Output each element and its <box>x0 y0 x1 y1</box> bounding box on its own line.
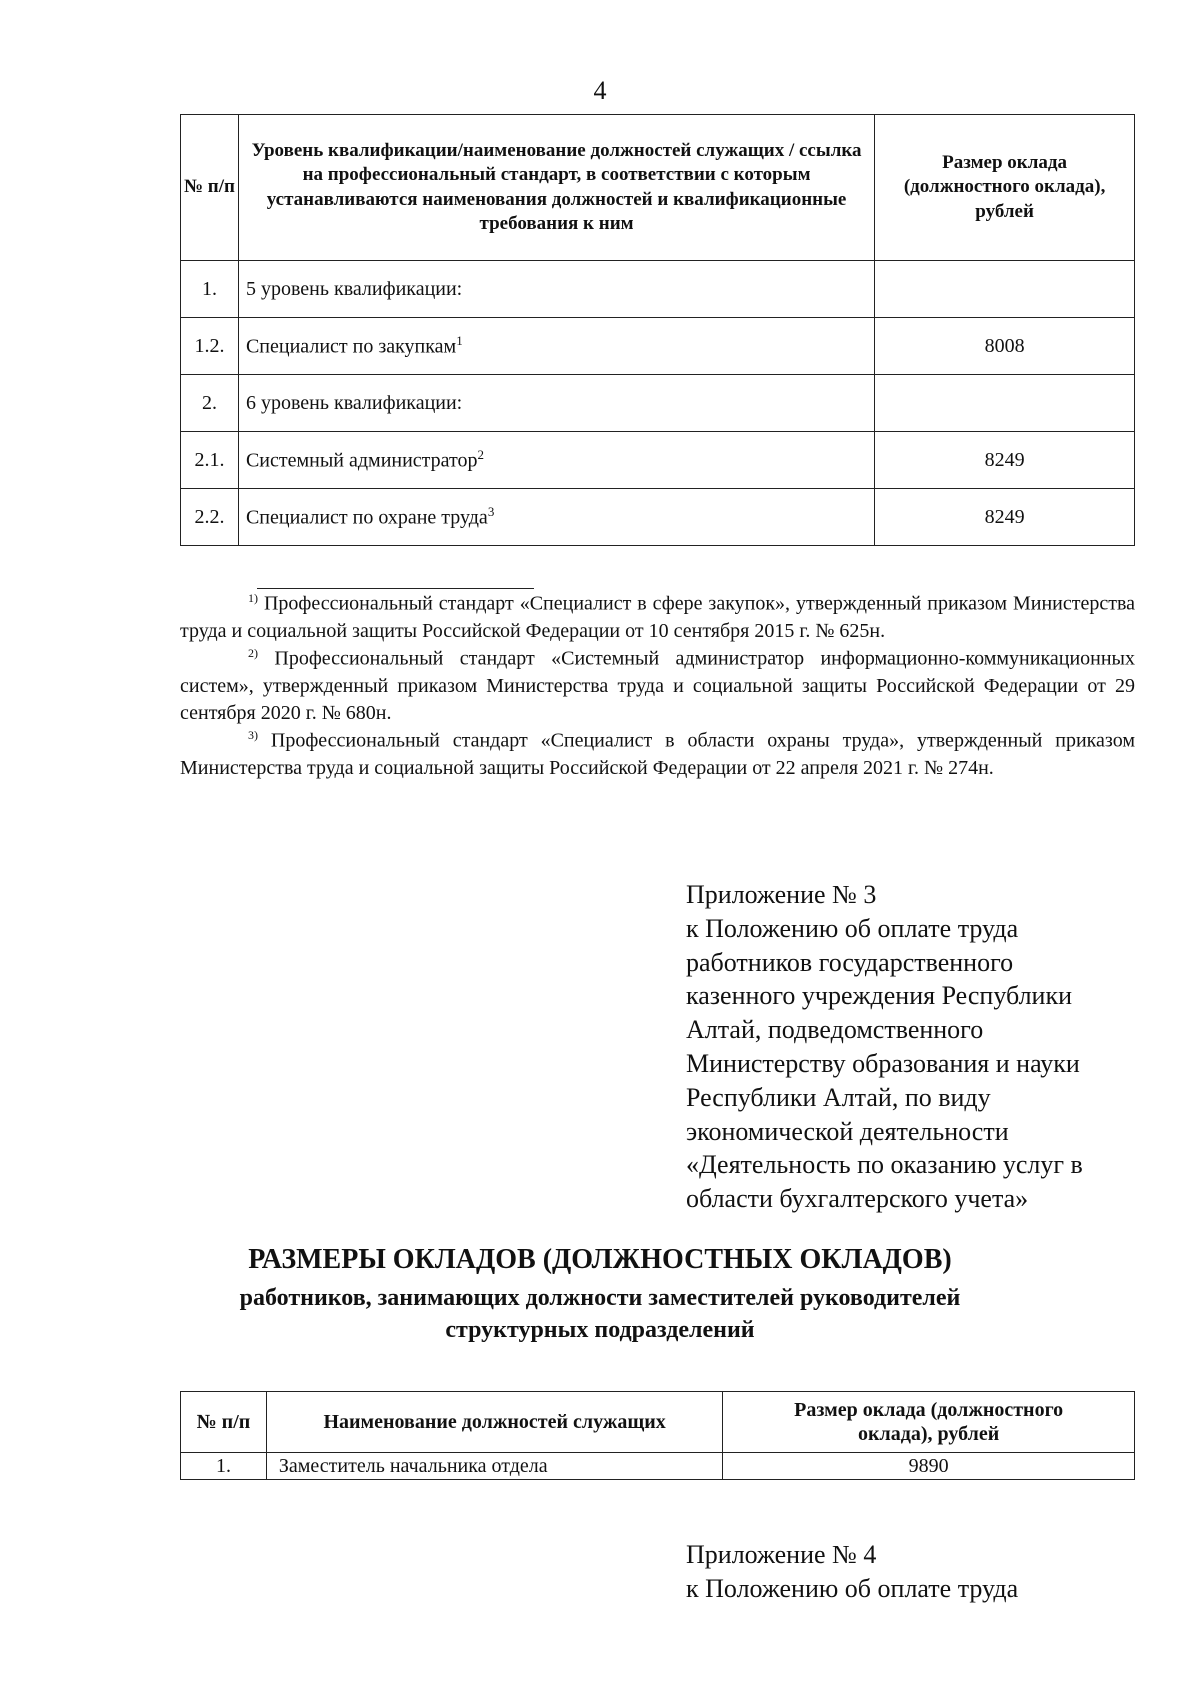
footnote-mark: 1) <box>248 591 258 605</box>
row-salary <box>875 261 1135 318</box>
row-position-text: Специалист по закупкам <box>245 335 457 358</box>
table-header-row <box>181 115 1135 261</box>
appendix-line: «Деятельность по оказанию услуг в <box>686 1150 1083 1180</box>
row-num: 2.2. <box>181 489 239 546</box>
header-num: № п/п <box>181 1392 267 1453</box>
appendix-line: Приложение № 4 <box>686 1540 877 1569</box>
footnote <box>180 645 1135 727</box>
table-row <box>181 261 1135 318</box>
row-salary: 8249 <box>875 432 1135 489</box>
appendix-line: Алтай, подведомственного <box>686 1015 984 1045</box>
appendix-line: казенного учреждения Республики <box>686 981 1073 1011</box>
appendix-line: Республики Алтай, по виду <box>686 1082 991 1112</box>
appendix-4-note <box>686 1538 1156 1606</box>
appendix-line: области бухгалтерского учета» <box>686 1184 1029 1214</box>
header-num: № п/п <box>181 115 239 261</box>
row-num: 1.2. <box>181 318 239 375</box>
footnote-mark: 2) <box>248 646 258 661</box>
table-row <box>181 489 1135 546</box>
footnote-mark: 3) <box>248 728 258 743</box>
header-salary: Размер оклада (должностного оклада), рублей <box>875 115 1135 261</box>
row-position <box>238 261 874 318</box>
footnote-separator <box>257 588 534 589</box>
section-title: РАЗМЕРЫ ОКЛАДОВ (ДОЛЖНОСТНЫХ ОКЛАДОВ) <box>248 1244 952 1275</box>
footnote <box>180 590 1135 645</box>
row-position-text: 6 уровень квалификации: <box>245 391 463 414</box>
footnote-ref: 3 <box>487 504 495 520</box>
table-row <box>181 432 1135 489</box>
row-num: 2.1. <box>181 432 239 489</box>
footnote-ref: 2 <box>477 447 485 463</box>
row-salary: 8249 <box>875 489 1135 546</box>
footnotes <box>180 590 1135 782</box>
footnote-text: Профессиональный стандарт «Системный администратор информационно-коммуникационных систем», утвержденный приказом Министерства труда и социальной защиты Российской Федерации от 29 сентября 2020 г. № 680н. <box>180 647 1135 725</box>
footnote-text: Профессиональный стандарт «Специалист в сфере закупок», утвержденный приказом Министерства труда и социальной защиты Российской Федерации от 10 сентября 2015 г. № 625н. <box>180 592 1136 642</box>
row-num: 1. <box>181 1453 267 1480</box>
row-position-text: 5 уровень квалификации: <box>245 277 463 300</box>
table-header-row <box>181 1392 1135 1453</box>
salary-table-qualification <box>180 114 1135 546</box>
salary-table-deputy-heads <box>180 1391 1135 1480</box>
row-position <box>238 375 874 432</box>
appendix-line: к Положению об оплате труда <box>686 1573 1019 1603</box>
row-salary: 8008 <box>875 318 1135 375</box>
table-row <box>181 318 1135 375</box>
appendix-line: экономической деятельности <box>686 1116 1009 1146</box>
table-row <box>181 375 1135 432</box>
row-salary: 9890 <box>723 1453 1135 1480</box>
section-subtitle-line: структурных подразделений <box>445 1316 755 1343</box>
footnote <box>180 727 1135 782</box>
row-num: 2. <box>181 375 239 432</box>
row-position <box>238 489 874 546</box>
header-position: Уровень квалификации/наименование должностей служащих / ссылка на профессиональный стандарт, в соответствии с которым устанавливаются наименования должностей и квалификационные требования к ним <box>238 115 874 261</box>
appendix-3-note <box>686 878 1156 1216</box>
footnote-text: Профессиональный стандарт «Специалист в области охраны труда», утвержденный приказом Министерства труда и социальной защиты Российской Федерации от 22 апреля 2021 г. № 274н. <box>180 729 1135 780</box>
page-number: 4 <box>593 76 607 105</box>
section-subtitle <box>0 1283 1200 1347</box>
appendix-line: к Положению об оплате труда <box>686 913 1019 943</box>
row-num: 1. <box>181 261 239 318</box>
header-salary: Размер оклада (должностного оклада), рублей <box>723 1392 1135 1453</box>
table-row <box>181 1453 1135 1480</box>
appendix-line: Приложение № 3 <box>686 880 877 909</box>
row-position: Заместитель начальника отдела <box>266 1453 722 1480</box>
header-position: Наименование должностей служащих <box>266 1392 722 1453</box>
row-salary <box>875 375 1135 432</box>
section-subtitle-line: работников, занимающих должности заместителей руководителей <box>239 1285 961 1311</box>
row-position <box>238 432 874 489</box>
row-position-text: Системный администратор <box>245 449 478 472</box>
footnote-ref: 1 <box>456 333 463 349</box>
appendix-line: Министерству образования и науки <box>686 1048 1080 1078</box>
row-position <box>238 318 874 375</box>
row-position-text: Специалист по охране труда <box>245 506 488 529</box>
appendix-line: работников государственного <box>686 947 1014 977</box>
